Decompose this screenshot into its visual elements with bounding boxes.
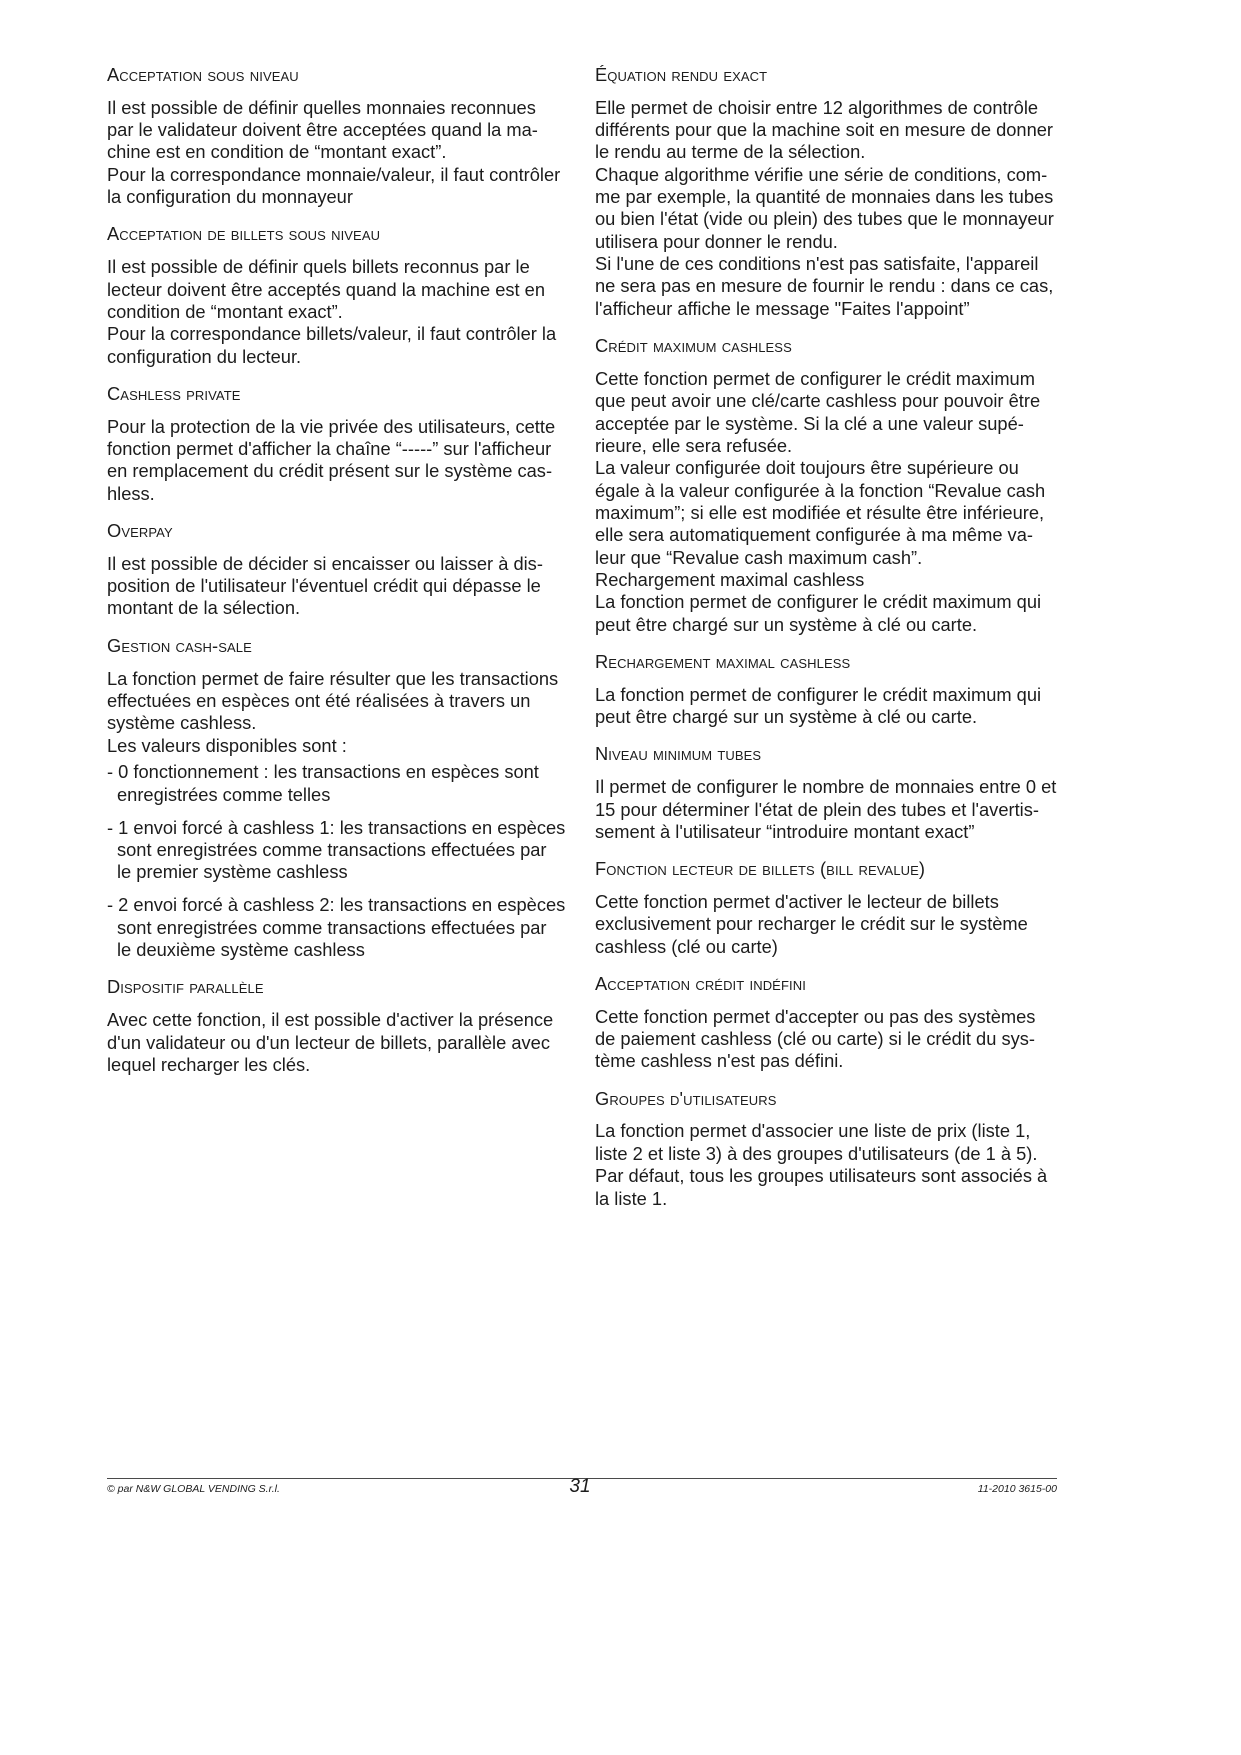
- text-line: Pour la correspondance monnaie/valeur, il faut contrôler: [107, 163, 561, 185]
- text-line: cashless (clé ou carte): [595, 935, 778, 957]
- text-line: La fonction permet d'associer une liste de prix (liste 1,: [595, 1120, 1031, 1142]
- text-line: Par défaut, tous les groupes utilisateurs sont associés à: [595, 1165, 1048, 1187]
- left-column: [107, 64, 583, 1091]
- section-heading: Acceptation de billets sous niveau: [107, 223, 381, 245]
- section-gestion-cash-sale: [107, 635, 583, 962]
- section-heading: Overpay: [107, 520, 173, 542]
- text-line: Il est possible de décider si encaisser ou laisser à dis-: [107, 552, 543, 574]
- text-line: Rechargement maximal cashless: [595, 569, 865, 590]
- section-groupes-d-utilisateurs: [595, 1088, 1075, 1210]
- text-line: Chaque algorithme vérifie une série de conditions, com-: [595, 163, 1048, 185]
- copyright-text: © par N&W GLOBAL VENDING S.r.l.: [107, 1483, 280, 1495]
- text-line: condition de “montant exact”.: [107, 300, 343, 322]
- text-line: Elle permet de choisir entre 12 algorithmes de contrôle: [595, 96, 1039, 118]
- section-credit-maximum-cashless: [595, 335, 1075, 636]
- list-item-line: - 0 fonctionnement : les transactions en espèces sont: [107, 761, 539, 783]
- text-line: ou bien l'état (vide ou plein) des tubes que le monnayeur: [595, 208, 1054, 230]
- list-item-line: enregistrées comme telles: [117, 783, 331, 805]
- section-heading: Gestion cash-sale: [107, 634, 252, 656]
- list-item-line: sont enregistrées comme transactions effectuées par: [117, 916, 547, 938]
- text-line: lecteur doivent être acceptés quand la machine est en: [107, 278, 546, 300]
- text-line: Il est possible de définir quels billets reconnus par le: [107, 256, 530, 278]
- text-line: égale à la valeur configurée à la fonction “Revalue cash: [595, 479, 1046, 501]
- text-line: effectuées en espèces ont été réalisées à travers un: [107, 689, 531, 711]
- text-line: Cette fonction permet de configurer le crédit maximum: [595, 367, 1035, 389]
- document-reference: 11-2010 3615-00: [977, 1483, 1057, 1495]
- text-line: position de l'utilisateur l'éventuel crédit qui dépasse le: [107, 575, 541, 597]
- text-line: tème cashless n'est pas défini.: [595, 1050, 844, 1072]
- section-fonction-lecteur-de-billets-bill-revalue: [595, 858, 1075, 958]
- option-list: [107, 761, 583, 961]
- text-line: lequel recharger les clés.: [107, 1053, 311, 1075]
- text-line: d'un validateur ou d'un lecteur de billets, parallèle avec: [107, 1031, 550, 1053]
- section-acceptation-credit-indefini: [595, 973, 1075, 1073]
- text-line: Cette fonction permet d'activer le lecteur de billets: [595, 890, 999, 912]
- text-line: l'afficheur affiche le message "Faites l'appoint”: [595, 297, 970, 319]
- list-item: [107, 894, 583, 961]
- text-line: par le validateur doivent être acceptées quand la ma-: [107, 119, 538, 141]
- text-line: leur que “Revalue cash maximum cash”.: [595, 546, 923, 568]
- list-item: [107, 817, 583, 884]
- list-item-line: - 1 envoi forcé à cashless 1: les transactions en espèces: [107, 816, 566, 838]
- text-line: différents pour que la machine soit en mesure de donner: [595, 119, 1053, 141]
- text-line: montant de la sélection.: [107, 597, 301, 619]
- section-niveau-minimum-tubes: [595, 743, 1075, 843]
- text-line: Les valeurs disponibles sont :: [107, 734, 347, 756]
- section-heading: Dispositif parallèle: [107, 976, 264, 998]
- section-equation-rendu-exact: [595, 64, 1075, 320]
- text-line: Avec cette fonction, il est possible d'activer la présence: [107, 1009, 554, 1031]
- text-line: maximum”; si elle est modifiée et résulte être inférieure,: [595, 501, 1045, 523]
- right-column: [595, 64, 1075, 1225]
- text-line: de paiement cashless (clé ou carte) si le crédit du sys-: [595, 1028, 1035, 1050]
- section-heading: Acceptation crédit indéfini: [595, 972, 806, 994]
- text-line: en remplacement du crédit présent sur le système cas-: [107, 460, 553, 482]
- text-line: La valeur configurée doit toujours être supérieure ou: [595, 457, 1019, 479]
- text-line: ne sera pas en mesure de fournir le rendu : dans ce cas,: [595, 275, 1054, 297]
- list-item-line: le premier système cashless: [117, 861, 348, 883]
- text-line: configuration du lecteur.: [107, 345, 302, 367]
- text-line: elle sera automatiquement configurée à ma même va-: [595, 524, 1033, 546]
- text-line: La fonction permet de configurer le crédit maximum qui: [595, 591, 1042, 613]
- section-heading: Groupes d'utilisateurs: [595, 1087, 777, 1109]
- text-line: chine est en condition de “montant exact”.: [107, 141, 447, 163]
- text-line: fonction permet d'afficher la chaîne “-----” sur l'afficheur: [107, 437, 552, 459]
- section-cashless-private: [107, 383, 583, 505]
- text-line: me par exemple, la quantité de monnaies dans les tubes: [595, 186, 1054, 208]
- text-line: Pour la protection de la vie privée des utilisateurs, cette: [107, 415, 556, 437]
- text-line: 15 pour déterminer l'état de plein des tubes et l'avertis-: [595, 798, 1039, 820]
- list-item-line: sont enregistrées comme transactions effectuées par: [117, 839, 547, 861]
- section-heading: Équation rendu exact: [595, 64, 768, 85]
- text-line: Il permet de configurer le nombre de monnaies entre 0 et: [595, 776, 1057, 798]
- list-item-line: le deuxième système cashless: [117, 939, 365, 961]
- section-overpay: [107, 520, 583, 620]
- section-acceptation-de-billets-sous-niveau: [107, 223, 583, 367]
- text-line: la configuration du monnayeur: [107, 186, 353, 208]
- text-line: Si l'une de ces conditions n'est pas satisfaite, l'appareil: [595, 253, 1039, 275]
- text-line: La fonction permet de configurer le crédit maximum qui: [595, 683, 1042, 705]
- section-rechargement-maximal-cashless: [595, 651, 1075, 728]
- section-heading: Niveau minimum tubes: [595, 743, 762, 765]
- list-item-line: - 2 envoi forcé à cashless 2: les transactions en espèces: [107, 894, 566, 916]
- text-line: rieure, elle sera refusée.: [595, 434, 793, 456]
- text-line: sement à l'utilisateur “introduire montant exact”: [595, 820, 975, 842]
- text-line: peut être chargé sur un système à clé ou carte.: [595, 706, 978, 728]
- section-dispositif-parallele: [107, 976, 583, 1076]
- text-line: utilisera pour donner le rendu.: [595, 230, 838, 252]
- text-line: système cashless.: [107, 712, 257, 734]
- section-heading: Crédit maximum cashless: [595, 335, 792, 357]
- section-heading: Fonction lecteur de billets (bill revalue): [595, 858, 926, 880]
- text-line: exclusivement pour recharger le crédit sur le système: [595, 913, 1028, 935]
- text-line: La fonction permet de faire résulter que les transactions: [107, 667, 559, 689]
- section-heading: Acceptation sous niveau: [107, 64, 299, 85]
- text-line: liste 2 et liste 3) à des groupes d'utilisateurs (de 1 à 5).: [595, 1142, 1038, 1164]
- section-acceptation-sous-niveau: [107, 64, 583, 208]
- section-heading: Cashless private: [107, 382, 241, 404]
- text-line: Cette fonction permet d'accepter ou pas des systèmes: [595, 1005, 1036, 1027]
- text-line: hless.: [107, 482, 155, 504]
- text-line: le rendu au terme de la sélection.: [595, 141, 866, 163]
- text-line: Il est possible de définir quelles monnaies reconnues: [107, 96, 536, 118]
- text-line: la liste 1.: [595, 1187, 668, 1209]
- section-heading: Rechargement maximal cashless: [595, 651, 851, 673]
- text-line: peut être chargé sur un système à clé ou carte.: [595, 613, 978, 635]
- list-item: [107, 761, 583, 806]
- text-line: Pour la correspondance billets/valeur, il faut contrôler la: [107, 323, 557, 345]
- text-line: acceptée par le système. Si la clé a une valeur supé-: [595, 412, 1024, 434]
- text-line: que peut avoir une clé/carte cashless pour pouvoir être: [595, 390, 1041, 412]
- page-number: 31: [569, 1476, 591, 1497]
